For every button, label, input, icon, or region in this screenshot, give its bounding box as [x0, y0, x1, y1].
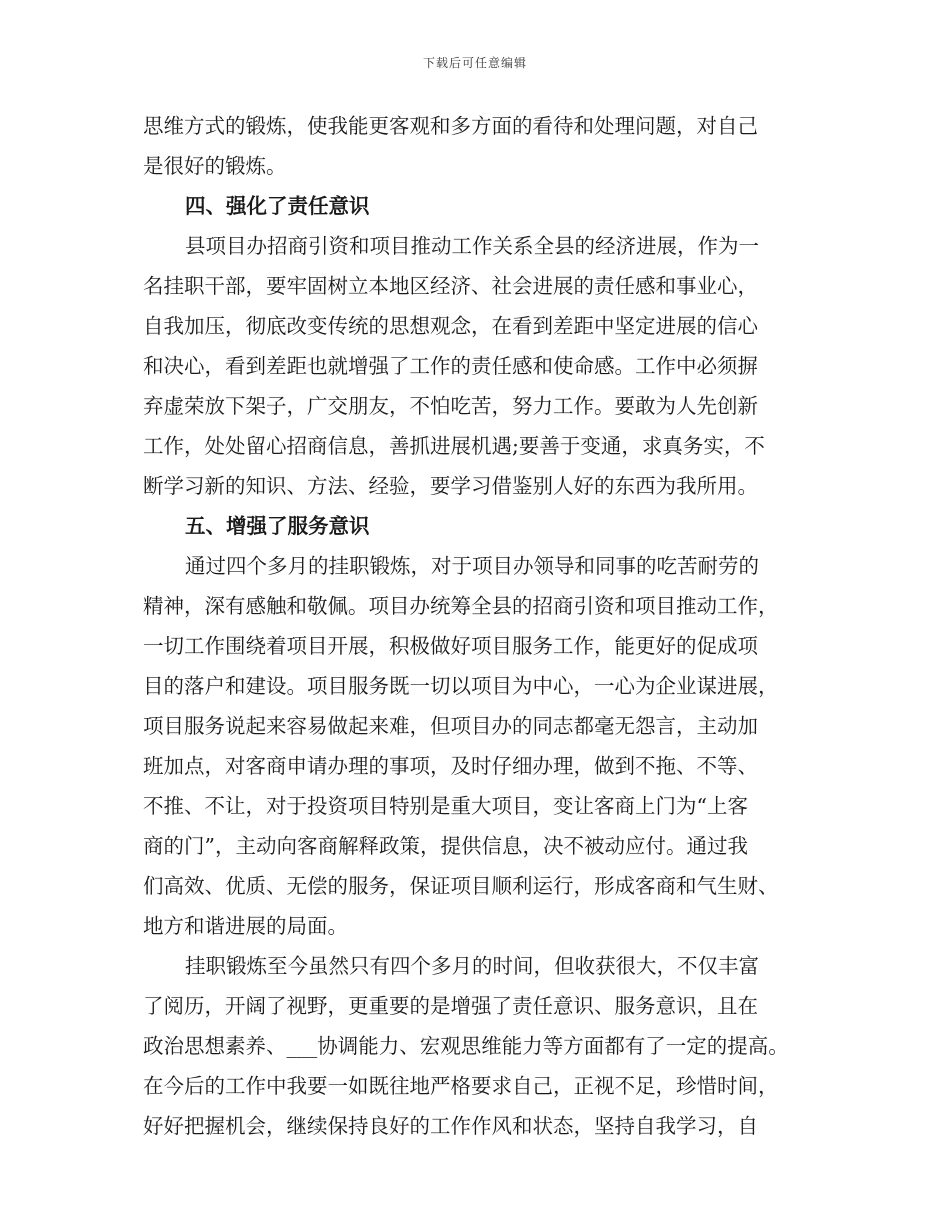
- text-line: 名挂职干部，要牢固树立本地区经济、社会进展的责任感和事业心，: [143, 274, 758, 298]
- text-line: 一切工作围绕着项目开展，积极做好项目服务工作，能更好的促成项: [143, 634, 758, 658]
- text-line: 们高效、优质、无偿的服务，保证项目顺利运行，形成客商和气生财、: [143, 874, 779, 898]
- section-heading: 四、强化了责任意识: [185, 194, 370, 218]
- text-line: 精神，深有感触和敬佩。项目办统筹全县的招商引资和项目推动工作，: [143, 594, 779, 618]
- text-line: 在今后的工作中我要一如既往地严格要求自己，正视不足，珍惜时间，: [143, 1074, 779, 1098]
- section-heading: 五、增强了服务意识: [185, 514, 370, 538]
- text-line: 弃虚荣放下架子，广交朋友，不怕吃苦，努力工作。要敢为人先创新: [143, 394, 758, 418]
- text-line: 县项目办招商引资和项目推动工作关系全县的经济进展，作为一: [185, 234, 759, 258]
- text-line: 思维方式的锻炼，使我能更客观和多方面的看待和处理问题，对自己: [143, 114, 758, 138]
- document-body: [143, 106, 823, 1146]
- text-line: 了阅历，开阔了视野，更重要的是增强了责任意识、服务意识，且在: [143, 994, 758, 1018]
- text-line: 自我加压，彻底改变传统的思想观念，在看到差距中坚定进展的信心: [143, 314, 758, 338]
- text-line: 商的门”，主动向客商解释政策，提供信息，决不被动应付。通过我: [143, 834, 748, 858]
- text-line: 项目服务说起来容易做起来难，但项目办的同志都毫无怨言，主动加: [143, 714, 758, 738]
- text-line: 工作，处处留心招商信息，善抓进展机遇;要善于变通，求真务实，不: [143, 434, 765, 458]
- text-line: 政治思想素养、___协调能力、宏观思维能力等方面都有了一定的提高。: [143, 1034, 789, 1058]
- header-note: 下载后可任意编辑: [422, 56, 527, 70]
- text-line: 班加点，对客商申请办理的事项，及时仔细办理，做到不拖、不等、: [143, 754, 758, 778]
- text-line: 是很好的锻炼。: [143, 154, 287, 178]
- text-line: 地方和谐进展的局面。: [143, 914, 348, 938]
- text-line: 通过四个多月的挂职锻炼，对于项目办领导和同事的吃苦耐劳的: [185, 554, 759, 578]
- text-line: 不推、不让，对于投资项目特别是重大项目，变让客商上门为“上客: [143, 794, 748, 818]
- text-line: 和决心，看到差距也就增强了工作的责任感和使命感。工作中必须摒: [143, 354, 758, 378]
- text-line: 断学习新的知识、方法、经验，要学习借鉴别人好的东西为我所用。: [143, 474, 758, 498]
- text-line: 挂职锻炼至今虽然只有四个多月的时间，但收获很大，不仅丰富: [185, 954, 759, 978]
- text-line: 好好把握机会，继续保持良好的工作作风和状态，坚持自我学习，自: [143, 1114, 758, 1138]
- text-line: 目的落户和建设。项目服务既一切以项目为中心，一心为企业谋进展，: [143, 674, 779, 698]
